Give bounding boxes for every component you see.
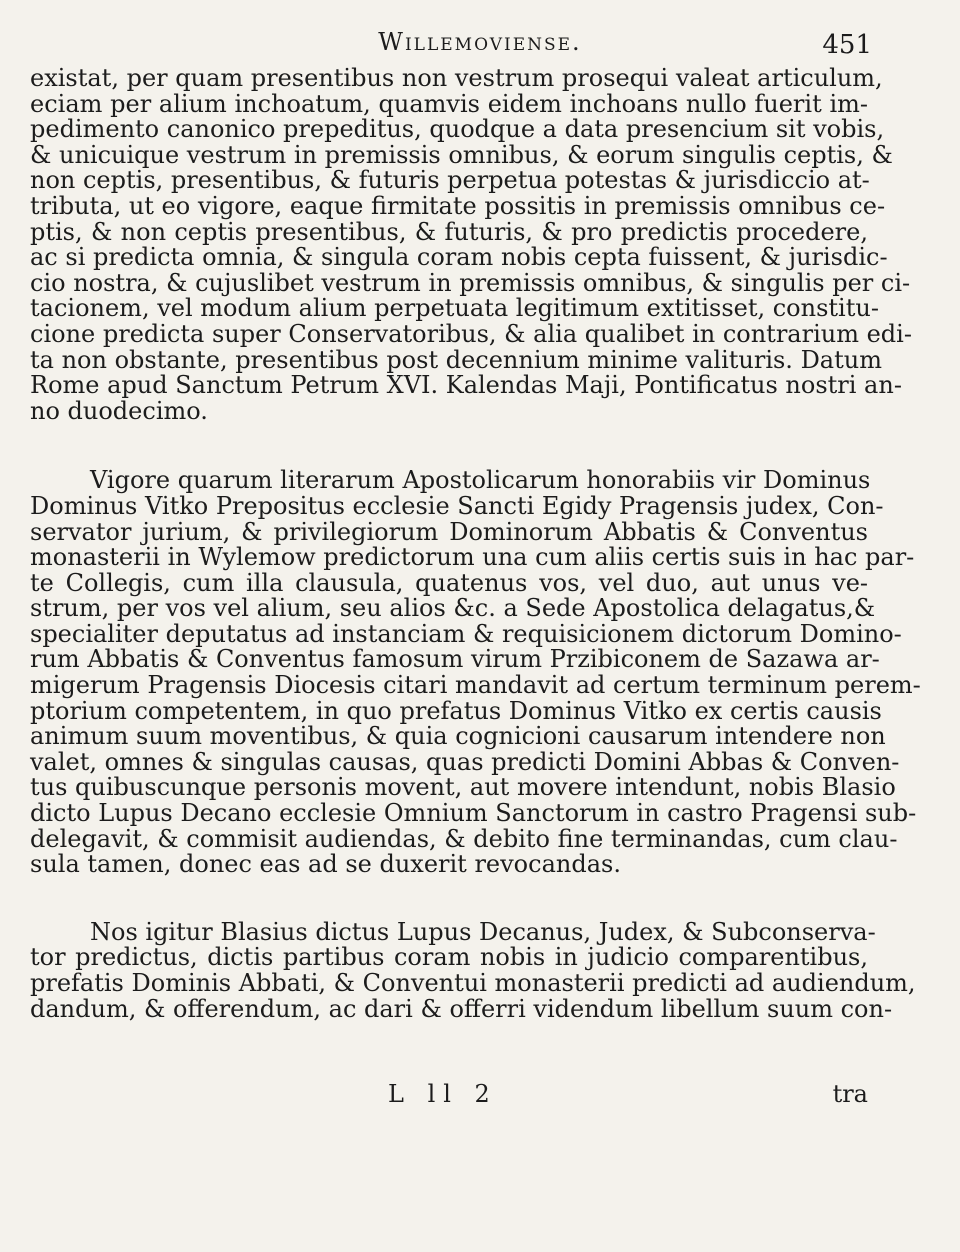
text-line: ta non obstante, presentibus post decennium minime valituris. Datum [30,345,882,374]
text-line: Dominus Vitko Prepositus ecclesie Sancti Egidy Pragensis judex, Con- [30,491,884,520]
text-line: dandum, & offerendum, ac dari & offerri videndum libellum suum con- [30,994,893,1023]
body-text [30,64,921,1023]
text-line: ac si predicta omnia, & singula coram nobis cepta fuissent, & jurisdic- [30,243,888,272]
signature-mark: L ll 2 [388,1080,498,1108]
text-line: migerum Pragensis Diocesis citari mandavit ad certum terminum perem- [30,671,921,700]
text-line: monasterii in Wylemow predictorum una cum aliis certis suis in hac par- [30,543,915,572]
text-line: servator jurium, & privilegiorum Dominorum Abbatis & Conventus [30,517,868,546]
text-line: ptis, & non ceptis presentibus, & futuris, & pro predictis procedere, [30,217,868,246]
text-line: valet, omnes & singulas causas, quas predicti Domini Abbas & Conven- [30,747,900,776]
text-line: cio nostra, & cujuslibet vestrum in premissis omnibus, & singulis per ci- [30,268,911,297]
paragraph-continuation [30,64,912,425]
running-title: Willemoviense. [378,28,582,56]
text-line: Rome apud Sanctum Petrum XVI. Kalendas Maji, Pontificatus nostri an- [30,371,902,400]
text-line: eciam per alium inchoatum, quamvis eidem inchoans nullo fuerit im- [30,89,868,118]
text-line: delegavit, & commisit audiendas, & debito fine terminandas, cum clau- [30,824,898,853]
text-line: prefatis Dominis Abbati, & Conventui monasterii predicti ad audiendum, [30,969,916,997]
text-line: ptorium competentem, in quo prefatus Dominus Vitko ex certis causis [30,696,882,725]
text-line: tributa, ut eo vigore, eaque firmitate possitis in premissis omnibus ce- [30,191,886,220]
text-line: tacionem, vel modum alium perpetuata legitimum extitisset, constitu- [30,294,879,323]
text-line: strum, per vos vel alium, seu alios &c. a Sede Apostolica delagatus,& [30,594,876,623]
text-line: non ceptis, presentibus, & futuris perpetua potestas & jurisdiccio at- [30,166,870,195]
text-line: & unicuique vestrum in premissis omnibus, & eorum singulis ceptis, & [30,140,893,169]
text-line: cione predicta super Conservatoribus, & alia qualibet in contrarium edi- [30,319,912,348]
catchword: tra [832,1080,868,1108]
text-line: dicto Lupus Decano ecclesie Omnium Sanctorum in castro Pragensi sub- [30,799,917,828]
paragraph-nos-igitur [30,917,916,1023]
text-line: animum suum moventibus, & quia cognicioni causarum intendere non [30,722,886,751]
text-line: Vigore quarum literarum Apostolicarum honorabiis vir Dominus [90,466,871,495]
text-line: tus quibuscunque personis movent, aut movere intendunt, nobis Blasio [30,773,896,802]
text-line: sula tamen, donec eas ad se duxerit revocandas. [30,850,621,879]
text-line: rum Abbatis & Conventus famosum virum Przibiconem de Sazawa ar- [30,645,880,674]
page-number: 451 [822,30,872,60]
text-line: specialiter deputatus ad instanciam & requisicionem dictorum Domino- [30,619,902,648]
text-line: Nos igitur Blasius dictus Lupus Decanus, Judex, & Subconserva- [90,917,876,946]
text-line: no duodecimo. [30,396,208,425]
text-line: existat, per quam presentibus non vestrum prosequi valeat articulum, [30,64,883,92]
text-line: pedimento canonico prepeditus, quodque a data presencium sit vobis, [30,115,885,144]
text-line: tor predictus, dictis partibus coram nobis in judicio comparentibus, [30,943,868,972]
text-line: te Collegis, cum illa clausula, quatenus vos, vel duo, aut unus ve- [30,568,868,597]
paragraph-vigore [30,466,921,879]
